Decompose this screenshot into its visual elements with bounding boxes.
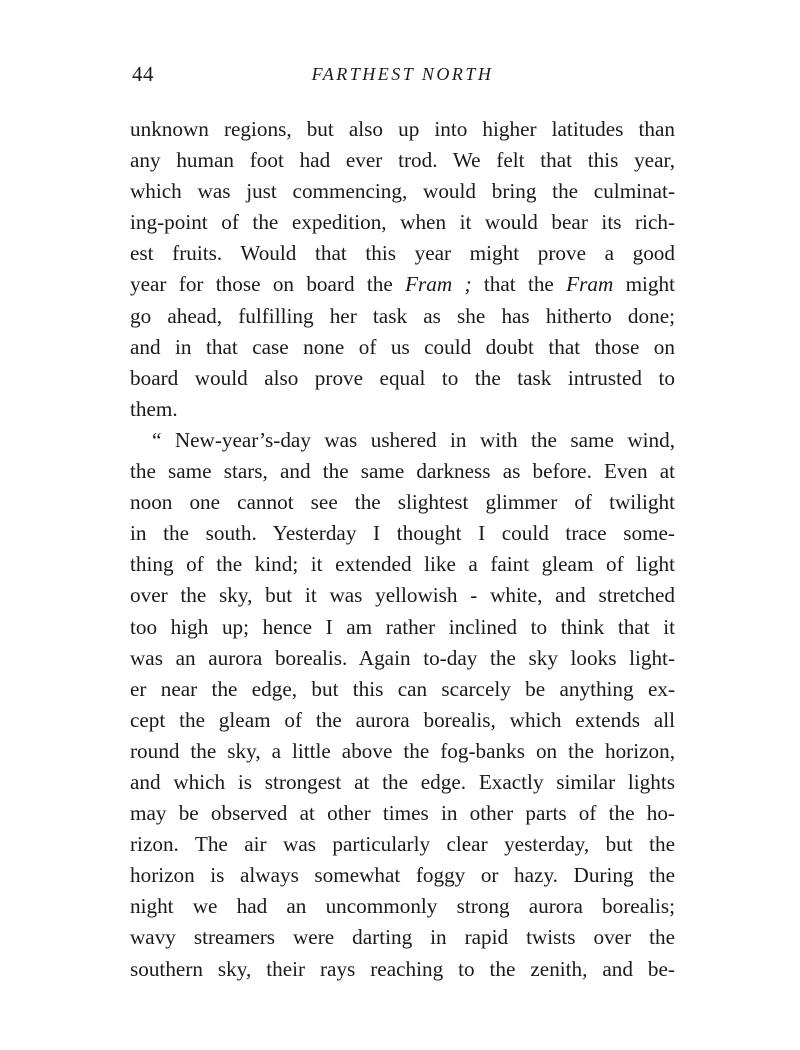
page-number: 44 — [132, 62, 154, 86]
text-line: go ahead, fulfilling her task as she has hitherto done; — [130, 303, 675, 328]
text-line: horizon is always somewhat foggy or hazy. During the — [130, 863, 675, 888]
running-head — [130, 62, 675, 92]
body-text — [130, 114, 675, 985]
paragraph-2 — [130, 425, 675, 985]
text-line: which was just commencing, would bring the culminat- — [130, 179, 675, 204]
text-line: round the sky, a little above the fog-banks on the horizon, — [130, 738, 675, 763]
text-line: unknown regions, but also up into higher latitudes than — [130, 117, 675, 141]
text-line: any human foot had ever trod. We felt that this year, — [130, 148, 675, 173]
text-run: might — [613, 272, 676, 297]
text-line: was an aurora borealis. Again to-day the sky looks light- — [130, 645, 675, 670]
text-line: over the sky, but it was yellowish - white, and stretched — [130, 583, 675, 608]
text-line: night we had an uncommonly strong aurora borealis; — [130, 894, 675, 919]
text-line: wavy streamers were darting in rapid twists over the — [130, 925, 675, 950]
text-line: thing of the kind; it extended like a faint gleam of light — [130, 552, 675, 577]
paragraph-1 — [130, 114, 675, 425]
ship-name-fram: Fram — [566, 272, 614, 297]
text-line: southern sky, their rays reaching to the zenith, and be- — [130, 956, 675, 981]
text-line: “ New-year’s-day was ushered in with the same wind, — [152, 427, 675, 452]
text-line: them. — [130, 396, 178, 421]
text-line: too high up; hence I am rather inclined to think that it — [130, 614, 675, 639]
ship-name-fram: Fram ; — [405, 272, 472, 297]
text-line: and which is strongest at the edge. Exactly similar lights — [130, 769, 675, 794]
text-line: er near the edge, but this can scarcely be anything ex- — [130, 676, 675, 701]
text-line: cept the gleam of the aurora borealis, which extends all — [130, 707, 675, 732]
text-line: board would also prove equal to the task intrusted to — [130, 365, 675, 390]
text-line: noon one cannot see the slightest glimmer of twilight — [130, 490, 675, 515]
text-line — [130, 269, 675, 300]
text-run: year for those on board the — [130, 272, 406, 297]
text-line: est fruits. Would that this year might prove a good — [130, 241, 675, 266]
text-line: in the south. Yesterday I thought I could trace some- — [130, 521, 675, 546]
text-line: and in that case none of us could doubt that those on — [130, 334, 675, 359]
running-title: FARTHEST NORTH — [311, 64, 494, 84]
text-line: ing-point of the expedition, when it would bear its rich- — [130, 210, 675, 235]
text-line: the same stars, and the same darkness as before. Even at — [130, 459, 675, 484]
text-run: that the — [471, 272, 567, 297]
text-line: rizon. The air was particularly clear yesterday, but the — [130, 832, 675, 857]
text-line: may be observed at other times in other parts of the ho- — [130, 801, 675, 826]
